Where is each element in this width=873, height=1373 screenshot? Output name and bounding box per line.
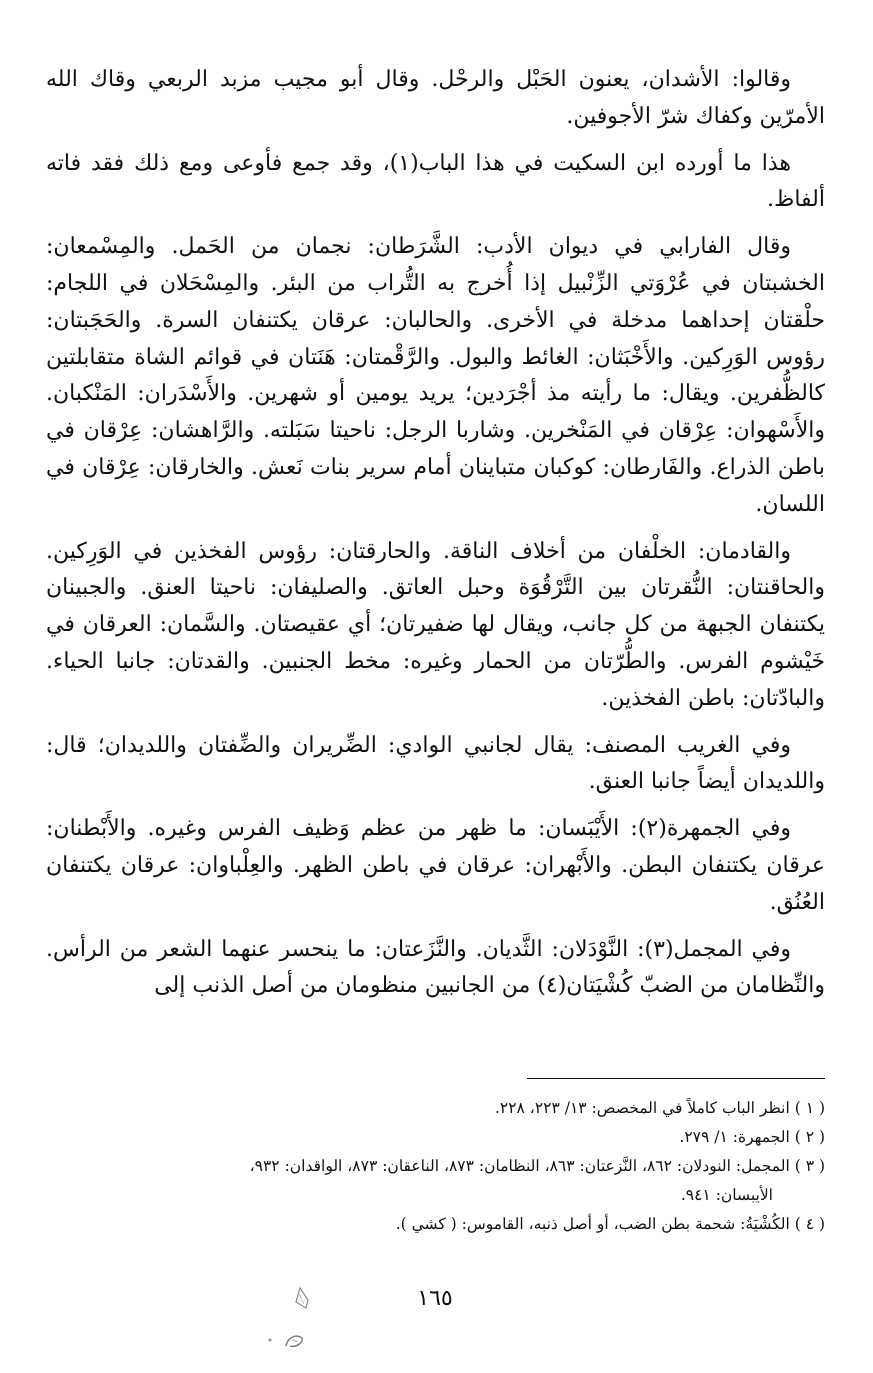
footnotes <box>40 1094 825 1239</box>
paragraph-3: وقال الفارابي في ديوان الأدب: الشَّرَطان: نجمان من الحَمل. والمِسْمعان: الخشبتان في عُرْوَتي الزِّنْبيل إذا أُخرج به التُّراب من البئر. والمِسْحَلان في اللجام: حلْقتان إحداهما مدخلة في الأخرى. والحالبان: عرقان يكتنفان السرة. والحَجَبتان: رؤوس الوَرِكين. والأَخْبَثان: الغائط والبول. والرَّقْمتان: هَنَتان في قوائم الشاة متقابلتين كالظُّفرين. ويقال: ما رأيته مذ أجْرَدين؛ يريد يومين أو شهرين. والأَسْدَران: المَنْكبان. والأَسْهوان: عِرْقان في المَنْخرين. وشاربا الرجل: ناحيتا سَبَلته. والرَّاهشان: عِرْقان في باطن الذراع. والفَارطان: كوكبان متباينان أمام سرير بنات نَعش. والخارقان: عِرْقان في اللسان. <box>46 234 825 517</box>
footnote-3: ( ٣ ) المجمل: النودلان: ٨٦٢، النَّزعتان: ٨٦٣، النظامان: ٨٧٣، الناعقان: ٨٧٣، الواقدان: ٩٣٢، <box>249 1157 825 1175</box>
main-text <box>46 62 825 1015</box>
paragraph-1: وقالوا: الأشدان، يعنون الحَبْل والرحْل. وقال أبو مجيب مزبد الربعي وقاك الله الأمرّين وكفاك شرّ الأجوفين. <box>46 67 825 129</box>
ink-smudge-mark <box>286 1286 316 1314</box>
footnote-4: ( ٤ ) الكُشْيَةُ: شحمة بطن الضب، أو أصل ذنبه، القاموس: ( كشي ). <box>395 1215 825 1233</box>
page-number: ١٦٥ <box>417 1286 453 1311</box>
footnote-2: ( ٢ ) الجمهرة: ١/ ٢٧٩. <box>679 1128 825 1146</box>
ink-scribble-mark <box>262 1326 312 1354</box>
paragraph-2: هذا ما أورده ابن السكيت في هذا الباب(١)، وقد جمع فأوعى ومع ذلك فقد فاته ألفاظ. <box>46 150 825 213</box>
paragraph-6: وفي الجمهرة(٢): الأَيْبَسان: ما ظهر من عظم وَظيف الفرس وغيره. والأَبْطنان: عرقان يكتنفان البطن. والأَبْهران: عرقان في باطن الظهر. والعِلْباوان: عرقان يكتنفان العُنُق. <box>46 816 825 915</box>
paragraph-5: وفي الغريب المصنف: يقال لجانبي الوادي: الضِّريران والضِّفتان واللديدان؛ قال: واللديدان أيضاً جانبا العنق. <box>46 732 825 795</box>
paragraph-7: وفي المجمل(٣): النَّوْدَلان: الثَّديان. والنَّزَعتان: ما ينحسر عنهما الشعر من الرأس. والنِّظامان من الضبّ كُشْيَتان(٤) من الجانبين منظومان من أصل الذنب إلى <box>46 936 825 999</box>
footnote-divider <box>527 1078 825 1079</box>
paragraph-4: والقادمان: الخلْفان من أخلاف الناقة. والحارقتان: رؤوس الفخذين في الوَرِكين. والحاقنتان: النُّقرتان بين التَّرْقُوَة وحبل العاتق. والصليفان: ناحيتا العنق. والجبينان يكتنفان الجبهة من كل جانب، ويقال لها ضفيرتان؛ أي عقيصتان. والسَّمان: العرقان في خَيْشوم الفرس. والطُّرّتان من الحمار وغيره: مخط الجنبين. والقدتان: جانبا الحياء. والبادّتان: باطن الفخذين. <box>46 538 825 711</box>
footnote-3-continuation: الأيبسان: ٩٤١. <box>680 1186 773 1204</box>
footnote-1: ( ١ ) انظر الباب كاملاً في المخصص: ١٣/ ٢٢٣، ٢٢٨. <box>494 1099 825 1117</box>
